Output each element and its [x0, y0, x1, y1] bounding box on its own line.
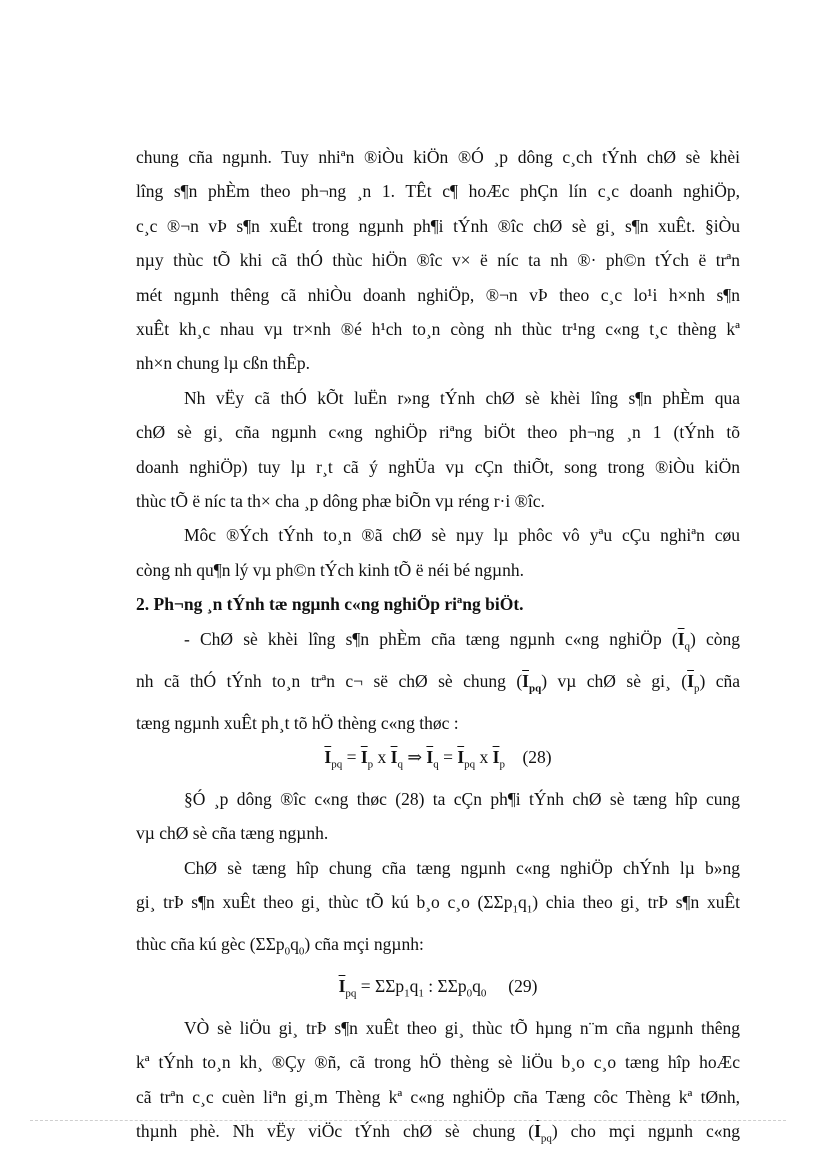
text-line: c¸c ®¬n vÞ s¶n xuÊt trong ngµnh ph¶i tÝnh ®îc chØ sè gi¸ s¶n xuÊt. §iÒu: [136, 215, 740, 236]
formula-28: [136, 740, 740, 782]
symbol-i: $\overline{I}$: [390, 746, 398, 767]
text-line: doanh nghiÖp) tuy lµ r¸t cã ý nghÜa vµ cÇn thiÕt, song trong ®iÒu kiÖn: [136, 456, 740, 477]
text-fragment: q: [290, 933, 299, 954]
equation-number: (29): [508, 975, 538, 996]
subscript: pq: [331, 758, 343, 771]
symbol-i: $\overline{I}$: [457, 746, 465, 767]
paragraph-3: [136, 518, 740, 587]
equals-sign: =: [438, 746, 458, 767]
text-fragment: ) vµ chØ sè gi¸ (: [541, 670, 688, 691]
symbol-i: $\overline{I}$: [522, 670, 529, 691]
document-page: [136, 140, 740, 1156]
subscript: 0: [466, 987, 473, 1000]
paragraph-4: [136, 622, 740, 740]
text-fragment: ) chia theo gi¸ trÞ s¶n xuÊt: [532, 892, 740, 913]
text-line: vµ chØ sè cña tæng ngµnh.: [136, 823, 329, 844]
subscript: 1: [404, 987, 410, 1000]
text-line: §Ó ¸p dông ®îc c«ng thøc (28) ta cÇn ph¶i tÝnh chØ sè tæng hîp cung: [184, 788, 740, 809]
symbol-i: $\overline{I}$: [687, 670, 694, 691]
subscript: p: [367, 758, 374, 771]
subscript: q: [397, 758, 403, 771]
subscript: q: [684, 640, 690, 653]
symbol-i: $\overline{I}$: [360, 746, 368, 767]
page-bottom-divider: [30, 1120, 786, 1121]
text-line: VÒ sè liÖu gi¸ trÞ s¶n xuÊt theo gi¸ thùc tÕ hµng n¨m cña ngµnh thêng: [184, 1017, 740, 1038]
subscript: pq: [528, 682, 542, 695]
text-line: cã trªn c¸c cuèn liªn gi¸m Thèng kª c«ng nghiÖp cña Tæng côc Thèng kª tØnh,: [136, 1086, 740, 1107]
text-line: còng nh qu¶n lý vµ ph©n tÝch kinh tÕ ë néi bé ngµnh.: [136, 559, 524, 580]
text-fragment: ) cña: [699, 670, 740, 691]
symbol-i: $\overline{I}$: [492, 746, 500, 767]
text-line: Môc ®Ých tÝnh to¸n ®ã chØ sè nµy lµ phôc vô yªu cÇu nghiªn cøu: [184, 525, 740, 546]
subscript: p: [499, 758, 505, 771]
text-fragment: q: [518, 892, 527, 913]
text-line: kª tÝnh to¸n kh¸ ®Çy ®ñ, cã trong hÖ thèng sè liÖu b¸o c¸o tæng hîp hoÆc: [136, 1052, 740, 1073]
paragraph-2: [136, 381, 740, 519]
times-sign: x: [475, 746, 493, 767]
text-fragment: q: [472, 975, 481, 996]
section-heading: 2. Ph¬ng ¸n tÝnh tæ ngµnh c«ng nghiÖp riªng biÖt.: [136, 594, 524, 615]
text-line: xuÊt kh¸c nhau vµ tr×nh ®é h¹ch to¸n còng nh thùc tr¹ng c«ng t¸c thèng kª: [136, 319, 740, 340]
implies-arrow: ⇒: [402, 746, 427, 767]
text-fragment: ) cho mçi ngµnh c«ng: [551, 1120, 740, 1141]
text-line: Nh vËy cã thÓ kÕt luËn r»ng tÝnh chØ sè khèi lîng s¶n phÈm qua: [184, 387, 740, 408]
subscript: p: [693, 682, 700, 695]
text-line: lîng s¶n phÈm theo ph¬ng ¸n 1. TÊt c¶ hoÆc phÇn lín c¸c doanh nghiÖp,: [136, 181, 740, 202]
text-line: tæng ngµnh xuÊt ph¸t tõ hÖ thèng c«ng thøc :: [136, 712, 459, 733]
formula-29: [136, 969, 740, 1011]
symbol-i: $\overline{I}$: [534, 1120, 541, 1141]
paragraph-5: [136, 782, 740, 851]
text-fragment: q: [409, 975, 419, 996]
subscript: pq: [464, 758, 476, 771]
text-line: mét ngµnh thêng cã nhiÒu doanh nghiÖp, ®¬n vÞ theo c¸c lo¹i h×nh s¶n: [136, 284, 740, 305]
text-fragment: gi¸ trÞ s¶n xuÊt theo gi¸ thùc tÕ kú b¸o c¸o (ΣΣp: [136, 892, 513, 913]
text-line: [136, 927, 740, 969]
text-fragment: ) còng: [690, 628, 740, 649]
text-line: thùc tÕ ë níc ta th× cha ¸p dông phæ biÕn vµ réng r·i ®îc.: [136, 491, 545, 512]
text-line: chung cña ngµnh. Tuy nhiªn ®iÒu kiÖn ®Ó ¸p dông c¸ch tÝnh chØ sè khèi: [136, 147, 740, 167]
symbol-i: $\overline{I}$: [324, 746, 332, 767]
text-fragment: = ΣΣp: [356, 975, 405, 996]
subscript: 0: [480, 987, 487, 1000]
subscript: q: [433, 758, 439, 771]
text-line: [136, 622, 740, 664]
text-fragment: thµnh phè. Nh vËy viÖc tÝnh chØ sè chung (: [136, 1120, 535, 1141]
subscript: 1: [512, 903, 518, 916]
text-fragment: nh cã thÓ tÝnh to¸n trªn c¬ së chØ sè chung (: [136, 670, 523, 691]
subscript: pq: [345, 987, 357, 1000]
text-line: nh×n chung lµ cßn thÊp.: [136, 353, 311, 374]
subscript: pq: [540, 1132, 552, 1145]
text-line: [136, 885, 740, 927]
text-fragment: thùc cña kú gèc (ΣΣp: [136, 933, 285, 954]
symbol-i: $\overline{I}$: [677, 628, 685, 649]
text-line: chØ sè gi¸ cña ngµnh c«ng nghiÖp riªng biÖt theo ph¬ng ¸n 1 (tÝnh tõ: [136, 422, 740, 443]
text-line: ChØ sè tæng hîp chung cña tæng ngµnh c«ng nghiÖp chÝnh lµ b»ng: [184, 857, 740, 878]
equation-number: (28): [522, 746, 552, 767]
text-line: nµy thùc tÕ khi cã thÓ thùc hiÖn ®îc v× ë níc ta nh ®· ph©n tÝch ë trªn: [136, 250, 740, 271]
paragraph-6: [136, 851, 740, 969]
symbol-i: $\overline{I}$: [338, 975, 346, 996]
text-line: [136, 664, 740, 706]
times-sign: x: [373, 746, 391, 767]
subscript: 1: [418, 987, 424, 1000]
symbol-i: $\overline{I}$: [426, 746, 434, 767]
text-fragment: - ChØ sè khèi lîng s¶n phÈm cña tæng ngµnh c«ng nghiÖp (: [184, 628, 678, 649]
subscript: 0: [298, 945, 305, 958]
subscript: 1: [526, 903, 533, 916]
subscript: 0: [284, 945, 291, 958]
paragraph-1: [136, 140, 740, 381]
text-fragment: ) cña mçi ngµnh:: [304, 933, 424, 954]
paragraph-7: [136, 1011, 740, 1156]
text-fragment: : ΣΣp: [423, 975, 467, 996]
equals-sign: =: [342, 746, 361, 767]
